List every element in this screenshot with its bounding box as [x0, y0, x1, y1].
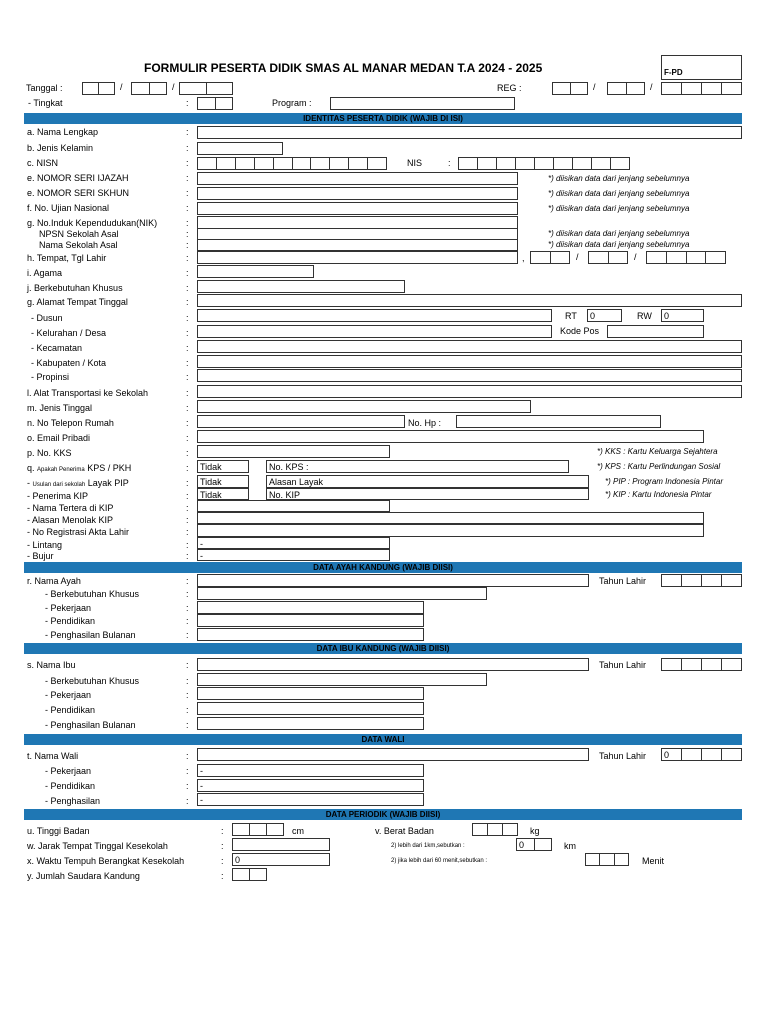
tingkat-label: - Tingkat — [28, 98, 63, 108]
ibu-tahun-input[interactable] — [661, 658, 742, 671]
nama-input[interactable] — [197, 126, 742, 139]
dusun-input[interactable] — [197, 309, 552, 322]
colon: : — [221, 856, 224, 866]
colon: : — [186, 676, 189, 686]
colon: : — [221, 826, 224, 836]
note-kks: *) KKS : Kartu Keluarga Sejahtera — [597, 447, 718, 456]
kps-label-big: KPS / PKH — [87, 463, 132, 473]
jarak-note: 2) lebih dari 1km,sebutkan : — [391, 843, 465, 849]
wali-pendidikan-input[interactable]: - — [197, 779, 424, 792]
wali-label: t. Nama Wali — [27, 751, 79, 761]
colon: : — [221, 841, 224, 851]
ibu-penghasilan-label: - Penghasilan Bulanan — [45, 720, 136, 730]
colon: : — [186, 630, 189, 640]
kip-label: - Penerima KIP — [27, 491, 89, 501]
reg-input-3[interactable] — [661, 82, 742, 95]
colon: : — [186, 781, 189, 791]
kelurahan-label: - Kelurahan / Desa — [31, 328, 107, 338]
colon: : — [186, 218, 189, 228]
colon: : — [186, 297, 189, 307]
colon: : — [186, 690, 189, 700]
bujur-input[interactable]: - — [197, 549, 390, 561]
ayah-label: r. Nama Ayah — [27, 576, 81, 586]
colon: : — [186, 589, 189, 599]
colon: : — [186, 143, 189, 153]
tanggal-year-input[interactable] — [179, 82, 233, 95]
ijazah-label: e. NOMOR SERI IJAZAH — [27, 173, 129, 183]
rt-input[interactable]: 0 — [587, 309, 622, 322]
colon: : — [186, 98, 189, 108]
kip-input[interactable]: Tidak — [197, 488, 249, 500]
colon: : — [186, 433, 189, 443]
colon: : — [186, 268, 189, 278]
colon: : — [186, 158, 189, 168]
ayah-khusus-label: - Berkebutuhan Khusus — [45, 589, 140, 599]
tinggal-label: m. Jenis Tinggal — [27, 403, 93, 413]
colon: : — [186, 503, 189, 513]
kg-unit: kg — [530, 826, 540, 836]
colon: : — [186, 527, 189, 537]
form-title: FORMULIR PESERTA DIDIK SMAS AL MANAR MEDAN T.A 2024 - 2025 — [144, 61, 543, 75]
un-label: f. No. Ujian Nasional — [27, 203, 110, 213]
colon: : — [186, 283, 189, 293]
nisn-label: c. NISN — [27, 158, 59, 168]
section-wali: DATA WALI — [24, 734, 742, 745]
colon: : — [186, 229, 189, 239]
ttl-slash-2: / — [634, 252, 637, 262]
section-ibu: DATA IBU KANDUNG (WAJIB DIISI) — [24, 643, 742, 654]
agama-input[interactable] — [197, 265, 314, 278]
note-diisikan: *) diisikan data dari jenjang sebelumnya — [548, 240, 690, 249]
pip-dash: - — [27, 478, 30, 488]
transport-input[interactable] — [197, 385, 742, 398]
reg-slash-1: / — [593, 82, 596, 92]
colon: : — [186, 551, 189, 561]
ttl-day-input[interactable] — [530, 251, 570, 264]
reg-label: REG : — [497, 83, 522, 93]
jk-input[interactable] — [197, 142, 283, 155]
ibu-input[interactable] — [197, 658, 589, 671]
ttl-label: h. Tempat, Tgl Lahir — [27, 253, 107, 263]
hp-input[interactable] — [456, 415, 661, 428]
colon: : — [186, 127, 189, 137]
alamat-input[interactable] — [197, 294, 742, 307]
kps-label-small: Apakah Penerima — [37, 467, 85, 473]
tanggal-label: Tanggal : — [26, 83, 63, 93]
telepon-input[interactable] — [197, 415, 405, 428]
section-identitas: IDENTITAS PESERTA DIDIK (WAJIB DI ISI) — [24, 113, 742, 124]
ibu-pendidikan-input[interactable] — [197, 702, 424, 715]
berat-input[interactable] — [472, 823, 518, 836]
no-kip-input[interactable]: No. KIP — [266, 488, 589, 500]
reg-input-2[interactable] — [607, 82, 645, 95]
propinsi-input[interactable] — [197, 369, 742, 382]
colon: : — [186, 358, 189, 368]
ttl-year-input[interactable] — [646, 251, 726, 264]
kabupaten-label: - Kabupaten / Kota — [31, 358, 107, 368]
kps-label — [27, 463, 131, 473]
transport-label: l. Alat Transportasi ke Sekolah — [27, 388, 149, 398]
note-diisikan: *) diisikan data dari jenjang sebelumnya — [548, 174, 690, 183]
note-diisikan: *) diisikan data dari jenjang sebelumnya — [548, 229, 690, 238]
hp-label: No. Hp : — [408, 418, 442, 428]
colon: : — [186, 388, 189, 398]
dusun-label: - Dusun — [31, 313, 63, 323]
colon: : — [448, 158, 451, 168]
menit-unit: Menit — [642, 856, 665, 866]
program-input[interactable] — [330, 97, 515, 110]
colon: : — [186, 203, 189, 213]
jk-label: b. Jenis Kelamin — [27, 143, 94, 153]
kelurahan-input[interactable] — [197, 325, 552, 338]
nisn-input[interactable] — [197, 157, 387, 170]
namakip-label: - Nama Tertera di KIP — [27, 503, 114, 513]
propinsi-label: - Propinsi — [31, 372, 70, 382]
wali-pendidikan-label: - Pendidikan — [45, 781, 96, 791]
kks-input[interactable] — [197, 445, 390, 458]
note-diisikan: *) diisikan data dari jenjang sebelumnya — [548, 204, 690, 213]
ayah-penghasilan-input[interactable] — [197, 628, 424, 641]
ayah-penghasilan-label: - Penghasilan Bulanan — [45, 630, 136, 640]
agama-label: i. Agama — [27, 268, 63, 278]
ayah-pendidikan-input[interactable] — [197, 614, 424, 627]
akta-label: - No Registrasi Akta Lahir — [27, 527, 130, 537]
pip-label-small: Usulan dari sekolah — [32, 482, 86, 488]
ibu-khusus-label: - Berkebutuhan Khusus — [45, 676, 140, 686]
akta-input[interactable] — [197, 524, 704, 537]
ayah-tahun-label: Tahun Lahir — [599, 576, 647, 586]
rt-label: RT — [565, 311, 577, 321]
colon: : — [186, 796, 189, 806]
colon: : — [186, 418, 189, 428]
tinggal-input[interactable] — [197, 400, 531, 413]
note-kps: *) KPS : Kartu Perlindungan Sosial — [597, 462, 721, 471]
npsn-label: NPSN Sekolah Asal — [39, 229, 119, 239]
jarak-km-value: 0 — [519, 840, 525, 850]
note-pip: *) PIP : Program Indonesia Pintar — [605, 477, 723, 486]
note-diisikan: *) diisikan data dari jenjang sebelumnya — [548, 189, 690, 198]
ttl-slash-1: / — [576, 252, 579, 262]
ttl-tempat-input[interactable] — [197, 251, 518, 264]
wali-penghasilan-label: - Penghasilan — [45, 796, 101, 806]
colon: : — [186, 343, 189, 353]
wali-pekerjaan-input[interactable]: - — [197, 764, 424, 777]
wali-input[interactable] — [197, 748, 589, 761]
khusus-input[interactable] — [197, 280, 405, 293]
nis-label: NIS — [407, 158, 423, 168]
colon: : — [186, 478, 189, 488]
colon: : — [186, 540, 189, 550]
jarak-label: w. Jarak Tempat Tinggal Kesekolah — [27, 841, 168, 851]
kps-input[interactable]: Tidak — [197, 460, 249, 473]
berat-label: v. Berat Badan — [375, 826, 434, 836]
pip-label-big: Layak PIP — [87, 478, 129, 488]
telepon-label: n. No Telepon Rumah — [27, 418, 114, 428]
nis-input[interactable] — [458, 157, 630, 170]
skhun-input[interactable] — [197, 187, 518, 200]
wali-pekerjaan-label: - Pekerjaan — [45, 766, 92, 776]
email-label: o. Email Pribadi — [27, 433, 91, 443]
jarak-input[interactable] — [232, 838, 330, 851]
wali-penghasilan-input[interactable]: - — [197, 793, 424, 806]
colon: : — [186, 188, 189, 198]
kabupaten-input[interactable] — [197, 355, 742, 368]
nik-label: g. No.Induk Kependudukan(NIK) — [27, 218, 158, 228]
skhun-label: e. NOMOR SERI SKHUN — [27, 188, 130, 198]
program-label: Program : — [272, 98, 312, 108]
kodepos-label: Kode Pos — [560, 326, 600, 336]
ibu-pekerjaan-label: - Pekerjaan — [45, 690, 92, 700]
colon: : — [186, 491, 189, 501]
pip-label — [27, 478, 129, 488]
colon: : — [186, 603, 189, 613]
waktu-input[interactable]: 0 — [232, 853, 330, 866]
rw-label: RW — [637, 311, 652, 321]
ayah-pendidikan-label: - Pendidikan — [45, 616, 96, 626]
reg-slash-2: / — [650, 82, 653, 92]
colon: : — [186, 313, 189, 323]
colon: : — [186, 616, 189, 626]
colon: : — [186, 448, 189, 458]
tanggal-slash-2: / — [172, 82, 175, 92]
ayah-khusus-input[interactable] — [197, 587, 487, 600]
colon: : — [186, 372, 189, 382]
pip-input[interactable]: Tidak — [197, 475, 249, 488]
colon: : — [221, 871, 224, 881]
colon: : — [186, 328, 189, 338]
lintang-input[interactable]: - — [197, 537, 390, 549]
nama-label: a. Nama Lengkap — [27, 127, 99, 137]
sekolah-input[interactable] — [197, 239, 518, 251]
cm-unit: cm — [292, 826, 304, 836]
colon: : — [186, 240, 189, 250]
kks-label: p. No. KKS — [27, 448, 72, 458]
colon: : — [186, 766, 189, 776]
bujur-label: - Bujur — [27, 551, 54, 561]
ibu-label: s. Nama Ibu — [27, 660, 76, 670]
saudara-input[interactable] — [232, 868, 267, 881]
tingkat-input[interactable] — [197, 97, 233, 110]
colon: : — [186, 403, 189, 413]
colon: : — [186, 660, 189, 670]
km-unit: km — [564, 841, 576, 851]
ayah-pekerjaan-input[interactable] — [197, 601, 424, 614]
ibu-penghasilan-input[interactable] — [197, 717, 424, 730]
ibu-pendidikan-label: - Pendidikan — [45, 705, 96, 715]
waktu-label: x. Waktu Tempuh Berangkat Kesekolah — [27, 856, 185, 866]
namakip-input[interactable] — [197, 500, 390, 512]
ayah-tahun-input[interactable] — [661, 574, 742, 587]
ibu-pekerjaan-input[interactable] — [197, 687, 424, 700]
alamat-label: g. Alamat Tempat Tinggal — [27, 297, 128, 307]
ijazah-input[interactable] — [197, 172, 518, 185]
waktu-note: 2) jika lebih dari 60 menit,sebutkan : — [391, 858, 488, 864]
khusus-label: j. Berkebutuhan Khusus — [27, 283, 123, 293]
reg-input-1[interactable] — [552, 82, 588, 95]
alasan-layak-input[interactable]: Alasan Layak — [266, 475, 589, 488]
no-kps-input[interactable]: No. KPS : — [266, 460, 569, 473]
tanggal-month-input[interactable] — [131, 82, 167, 95]
rw-input[interactable]: 0 — [661, 309, 704, 322]
colon: : — [186, 705, 189, 715]
colon: : — [186, 515, 189, 525]
note-kip: *) KIP : Kartu Indonesia Pintar — [605, 490, 712, 499]
colon: : — [186, 576, 189, 586]
ibu-khusus-input[interactable] — [197, 673, 487, 686]
section-periodik: DATA PERIODIK (WAJIB DIISI) — [24, 809, 742, 820]
lintang-label: - Lintang — [27, 540, 63, 550]
kecamatan-label: - Kecamatan — [31, 343, 83, 353]
ibu-tahun-label: Tahun Lahir — [599, 660, 647, 670]
section-ayah: DATA AYAH KANDUNG (WAJIB DIISI) — [24, 562, 742, 573]
un-input[interactable] — [197, 202, 518, 215]
waktu-menit-input[interactable] — [585, 853, 629, 866]
colon: : — [186, 253, 189, 263]
sekolah-label: Nama Sekolah Asal — [39, 240, 118, 250]
ayah-input[interactable] — [197, 574, 589, 587]
wali-tahun-input[interactable] — [661, 748, 742, 761]
kps-prefix: q. — [27, 463, 35, 473]
tanggal-day-input[interactable] — [82, 82, 115, 95]
tanggal-slash-1: / — [120, 82, 123, 92]
ayah-pekerjaan-label: - Pekerjaan — [45, 603, 92, 613]
ttl-month-input[interactable] — [588, 251, 628, 264]
colon: : — [186, 463, 189, 473]
colon: : — [186, 173, 189, 183]
wali-tahun-label: Tahun Lahir — [599, 751, 647, 761]
colon: : — [186, 720, 189, 730]
tolak-input[interactable] — [197, 512, 704, 524]
colon: : — [186, 751, 189, 761]
tinggi-input[interactable] — [232, 823, 284, 836]
ttl-comma: , — [522, 253, 525, 263]
tolak-label: - Alasan Menolak KIP — [27, 515, 114, 525]
form-code: F-PD — [664, 68, 683, 77]
kecamatan-input[interactable] — [197, 340, 742, 353]
email-input[interactable] — [197, 430, 704, 443]
wali-tahun-value: 0 — [664, 750, 670, 760]
kodepos-input[interactable] — [607, 325, 704, 338]
saudara-label: y. Jumlah Saudara Kandung — [27, 871, 140, 881]
tinggi-label: u. Tinggi Badan — [27, 826, 90, 836]
